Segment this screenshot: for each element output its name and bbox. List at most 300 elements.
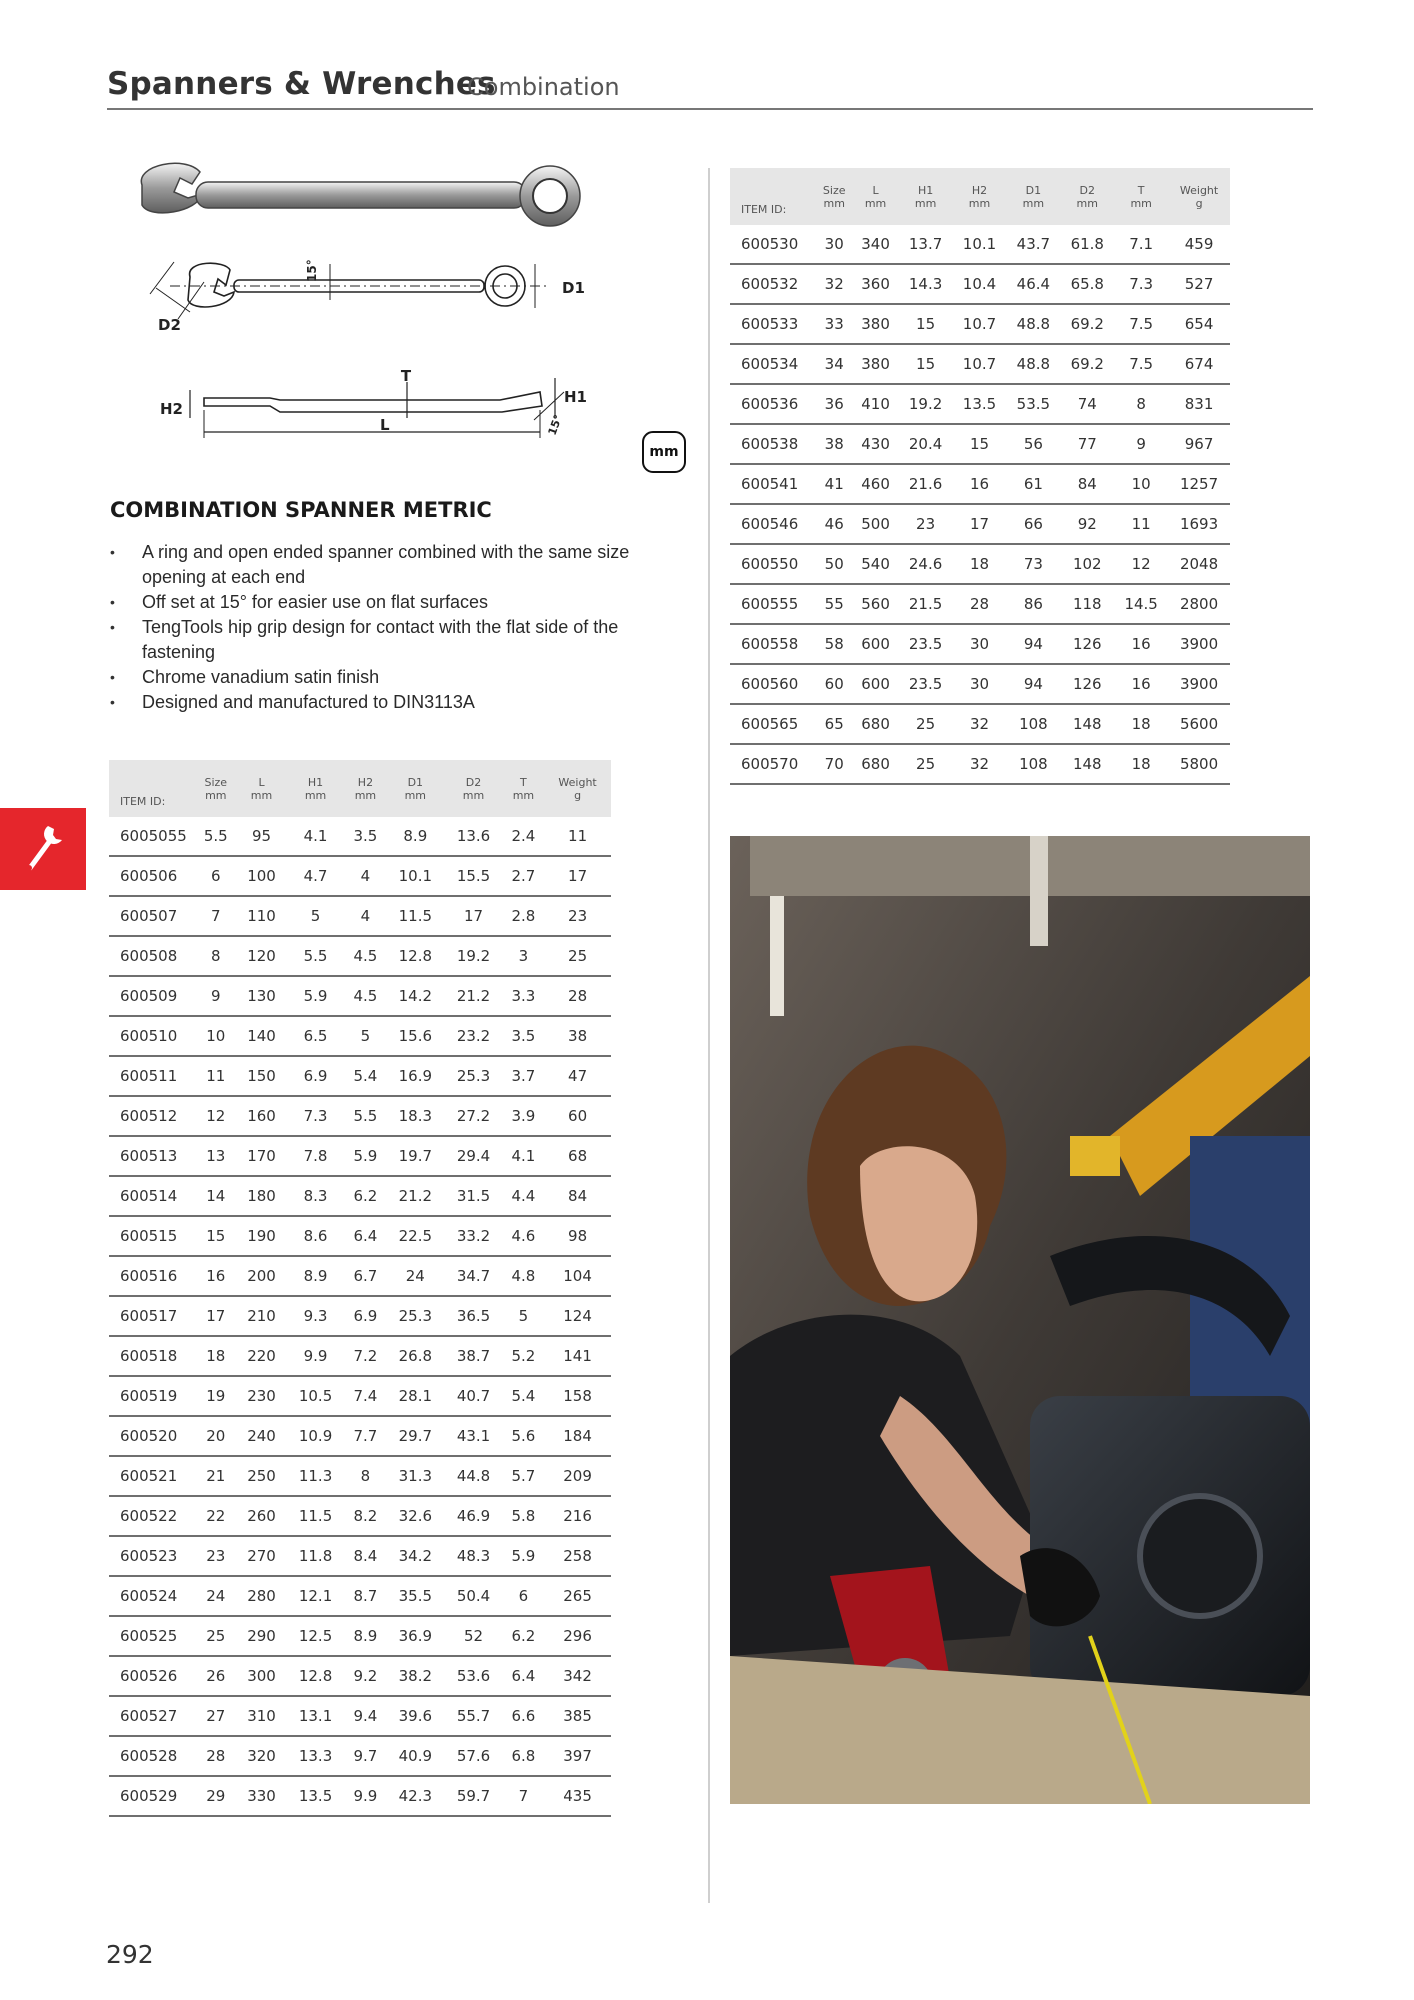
table-cell: 4.7 <box>286 856 344 896</box>
table-cell: 23.2 <box>444 1016 502 1056</box>
table-cell: 330 <box>237 1776 287 1816</box>
column-header-label: Weight <box>1179 183 1219 197</box>
unit-badge: mm <box>642 431 686 473</box>
table-cell: 600 <box>852 664 898 704</box>
table-cell: 11.5 <box>386 896 444 936</box>
table-cell: 250 <box>237 1456 287 1496</box>
page-header <box>107 60 1313 110</box>
feature-item: • TengTools hip grip design for contact with the flat side of the fastening <box>110 615 695 665</box>
item-id-cell: 600521 <box>109 1456 195 1496</box>
table-cell: 12 <box>195 1096 237 1136</box>
table-cell: 12.8 <box>286 1656 344 1696</box>
column-header-label: L <box>872 183 879 197</box>
table-cell: 20 <box>195 1416 237 1456</box>
table-cell: 5600 <box>1168 704 1230 744</box>
table-cell: 55.7 <box>444 1696 502 1736</box>
table-cell: 967 <box>1168 424 1230 464</box>
category-tab[interactable] <box>0 808 86 890</box>
table-row <box>109 1176 611 1216</box>
table-row <box>109 1456 611 1496</box>
table-cell: 46 <box>816 504 852 544</box>
table-cell: 104 <box>544 1256 611 1296</box>
table-cell: 7.5 <box>1114 304 1168 344</box>
table-cell: 25 <box>544 936 611 976</box>
column-header-unit: mm <box>1130 196 1152 210</box>
table-cell: 94 <box>1006 624 1060 664</box>
table-cell: 560 <box>852 584 898 624</box>
table-cell: 59.7 <box>444 1776 502 1816</box>
table-cell: 1257 <box>1168 464 1230 504</box>
table-cell: 7 <box>503 1776 545 1816</box>
table-cell: 18 <box>953 544 1007 584</box>
table-cell: 13.6 <box>444 817 502 856</box>
table-cell: 13 <box>195 1136 237 1176</box>
table-row <box>730 424 1230 464</box>
table-cell: 22 <box>195 1496 237 1536</box>
table-cell: 674 <box>1168 344 1230 384</box>
table-cell: 9 <box>195 976 237 1016</box>
table-cell: 19.7 <box>386 1136 444 1176</box>
table-cell: 92 <box>1060 504 1114 544</box>
table-cell: 24 <box>386 1256 444 1296</box>
table-cell: 42.3 <box>386 1776 444 1816</box>
item-id-cell: 600515 <box>109 1216 195 1256</box>
item-id-cell: 600550 <box>730 544 816 584</box>
table-cell: 102 <box>1060 544 1114 584</box>
column-header-label: Size <box>204 775 228 789</box>
table-cell: 397 <box>544 1736 611 1776</box>
column-header <box>286 760 344 817</box>
table-cell: 118 <box>1060 584 1114 624</box>
table-cell: 7.7 <box>345 1416 387 1456</box>
table-cell: 65.8 <box>1060 264 1114 304</box>
table-cell: 21.2 <box>444 976 502 1016</box>
table-header-row <box>109 760 611 817</box>
table-row <box>109 1496 611 1536</box>
table-cell: 3.3 <box>503 976 545 1016</box>
table-cell: 680 <box>852 744 898 784</box>
spec-table-sizes-5-to-29 <box>109 760 611 1817</box>
table-cell: 342 <box>544 1656 611 1696</box>
table-cell: 31.5 <box>444 1176 502 1216</box>
item-id-cell: 600516 <box>109 1256 195 1296</box>
table-cell: 60 <box>544 1096 611 1136</box>
table-cell: 98 <box>544 1216 611 1256</box>
table-cell: 15 <box>953 424 1007 464</box>
table-cell: 27 <box>195 1696 237 1736</box>
table-cell: 5.7 <box>503 1456 545 1496</box>
table-row <box>109 1296 611 1336</box>
table-cell: 30 <box>953 624 1007 664</box>
table-cell: 46.9 <box>444 1496 502 1536</box>
table-cell: 44.8 <box>444 1456 502 1496</box>
table-cell: 66 <box>1006 504 1060 544</box>
table-cell: 69.2 <box>1060 344 1114 384</box>
table-cell: 148 <box>1060 704 1114 744</box>
table-cell: 61.8 <box>1060 225 1114 264</box>
table-cell: 5.8 <box>503 1496 545 1536</box>
table-cell: 158 <box>544 1376 611 1416</box>
table-cell: 10.1 <box>386 856 444 896</box>
table-cell: 25.3 <box>386 1296 444 1336</box>
item-id-cell: 600512 <box>109 1096 195 1136</box>
feature-list <box>110 540 695 715</box>
column-header-unit: mm <box>250 788 273 802</box>
column-header <box>899 168 953 225</box>
table-cell: 126 <box>1060 664 1114 704</box>
table-cell: 25.3 <box>444 1056 502 1096</box>
table-cell: 43.7 <box>1006 225 1060 264</box>
item-id-cell: 600511 <box>109 1056 195 1096</box>
table-cell: 459 <box>1168 225 1230 264</box>
table-cell: 25 <box>899 744 953 784</box>
table-cell: 11 <box>544 817 611 856</box>
table-cell: 17 <box>953 504 1007 544</box>
table-cell: 9.7 <box>345 1736 387 1776</box>
table-cell: 460 <box>852 464 898 504</box>
table-row <box>109 976 611 1016</box>
table-cell: 7.5 <box>1114 344 1168 384</box>
table-cell: 50.4 <box>444 1576 502 1616</box>
table-cell: 10.1 <box>953 225 1007 264</box>
item-id-cell: 600558 <box>730 624 816 664</box>
table-cell: 430 <box>852 424 898 464</box>
table-cell: 4 <box>345 896 387 936</box>
table-cell: 47 <box>544 1056 611 1096</box>
column-header <box>237 760 287 817</box>
table-cell: 4.5 <box>345 976 387 1016</box>
table-cell: 9 <box>1114 424 1168 464</box>
table-cell: 13.7 <box>899 225 953 264</box>
table-cell: 3.7 <box>503 1056 545 1096</box>
feature-item: • Designed and manufactured to DIN3113A <box>110 690 695 715</box>
table-cell: 6.2 <box>503 1616 545 1656</box>
table-cell: 3.9 <box>503 1096 545 1136</box>
table-cell: 68 <box>544 1136 611 1176</box>
table-cell: 56 <box>1006 424 1060 464</box>
section-title: Spanners & Wrenches <box>107 66 496 102</box>
table-row <box>109 1096 611 1136</box>
table-cell: 6.4 <box>345 1216 387 1256</box>
table-cell: 53.6 <box>444 1656 502 1696</box>
table-row <box>109 1016 611 1056</box>
side-view-drawing <box>190 378 564 438</box>
table-cell: 6 <box>195 856 237 896</box>
table-cell: 258 <box>544 1536 611 1576</box>
table-cell: 280 <box>237 1576 287 1616</box>
table-cell: 6.9 <box>286 1056 344 1096</box>
table-cell: 6.2 <box>345 1176 387 1216</box>
table-cell: 23 <box>899 504 953 544</box>
item-id-cell: 600520 <box>109 1416 195 1456</box>
column-header-unit: mm <box>1022 196 1045 210</box>
table-cell: 4.8 <box>503 1256 545 1296</box>
column-header <box>1114 168 1168 225</box>
table-cell: 60 <box>816 664 852 704</box>
table-cell: 385 <box>544 1696 611 1736</box>
label-d1: D1 <box>562 279 585 297</box>
table-cell: 108 <box>1006 744 1060 784</box>
table-cell: 30 <box>953 664 1007 704</box>
item-id-cell: 600527 <box>109 1696 195 1736</box>
column-header-label: D2 <box>1079 183 1095 197</box>
column-divider <box>708 168 710 1903</box>
item-id-cell: 600534 <box>730 344 816 384</box>
table-cell: 95 <box>237 817 287 856</box>
item-id-cell: 600536 <box>730 384 816 424</box>
table-cell: 77 <box>1060 424 1114 464</box>
label-h1: H1 <box>564 388 587 406</box>
table-cell: 3.5 <box>345 817 387 856</box>
label-h2: H2 <box>160 400 183 418</box>
table-cell: 10 <box>1114 464 1168 504</box>
table-cell: 22.5 <box>386 1216 444 1256</box>
table-cell: 8 <box>345 1456 387 1496</box>
table-cell: 12.5 <box>286 1616 344 1656</box>
column-header-label: H2 <box>357 775 374 789</box>
item-id-cell: 600519 <box>109 1376 195 1416</box>
table-row <box>109 1576 611 1616</box>
table-cell: 26.8 <box>386 1336 444 1376</box>
table-cell: 9.3 <box>286 1296 344 1336</box>
feature-item: • Off set at 15° for easier use on flat surfaces <box>110 590 695 615</box>
wrench-icon <box>18 822 68 876</box>
table-cell: 4.4 <box>503 1176 545 1216</box>
table-cell: 4.1 <box>286 817 344 856</box>
table-cell: 28 <box>953 584 1007 624</box>
item-id-cell: 600510 <box>109 1016 195 1056</box>
table-cell: 40.9 <box>386 1736 444 1776</box>
table-cell: 84 <box>1060 464 1114 504</box>
column-header-unit: mm <box>512 788 535 802</box>
table-cell: 7.2 <box>345 1336 387 1376</box>
table-cell: 230 <box>237 1376 287 1416</box>
table-cell: 23.5 <box>899 664 953 704</box>
table-cell: 57.6 <box>444 1736 502 1776</box>
column-header-unit: mm <box>864 196 887 210</box>
table-cell: 13.1 <box>286 1696 344 1736</box>
table-cell: 148 <box>1060 744 1114 784</box>
table-cell: 435 <box>544 1776 611 1816</box>
table-row <box>730 584 1230 624</box>
section-subtitle: Combination <box>467 73 620 101</box>
table-cell: 48.8 <box>1006 304 1060 344</box>
table-cell: 26 <box>195 1656 237 1696</box>
table-cell: 8.6 <box>286 1216 344 1256</box>
table-cell: 4 <box>345 856 387 896</box>
table-row <box>109 1736 611 1776</box>
item-id-cell: 600514 <box>109 1176 195 1216</box>
table-cell: 8.4 <box>345 1536 387 1576</box>
table-cell: 310 <box>237 1696 287 1736</box>
item-id-cell: 600523 <box>109 1536 195 1576</box>
table-cell: 5.5 <box>345 1096 387 1136</box>
column-header <box>953 168 1007 225</box>
item-id-cell: 600508 <box>109 936 195 976</box>
column-header-unit: g <box>574 788 582 802</box>
column-header-label: D1 <box>407 775 424 789</box>
table-cell: 6.7 <box>345 1256 387 1296</box>
table-cell: 831 <box>1168 384 1230 424</box>
table-cell: 29 <box>195 1776 237 1816</box>
table-row <box>109 856 611 896</box>
column-header <box>816 168 852 225</box>
column-header-unit: mm <box>354 788 377 802</box>
table-row <box>109 1336 611 1376</box>
table-cell: 13.3 <box>286 1736 344 1776</box>
table-cell: 11 <box>195 1056 237 1096</box>
item-id-cell: 6005055 <box>109 817 195 856</box>
table-cell: 7.3 <box>286 1096 344 1136</box>
column-header-unit: mm <box>914 196 937 210</box>
column-header <box>1006 168 1060 225</box>
angle-label-top: 15° <box>305 259 319 282</box>
column-header <box>730 168 816 225</box>
column-header <box>544 760 611 817</box>
table-cell: 2048 <box>1168 544 1230 584</box>
table-cell: 6.8 <box>503 1736 545 1776</box>
table-cell: 540 <box>852 544 898 584</box>
table-cell: 5.2 <box>503 1336 545 1376</box>
table-cell: 170 <box>237 1136 287 1176</box>
table-cell: 10.7 <box>953 344 1007 384</box>
table-cell: 11.8 <box>286 1536 344 1576</box>
table-row <box>730 544 1230 584</box>
table-cell: 3900 <box>1168 664 1230 704</box>
table-row <box>109 1696 611 1736</box>
table-row <box>109 936 611 976</box>
table-cell: 4.6 <box>503 1216 545 1256</box>
table-cell: 39.6 <box>386 1696 444 1736</box>
table-cell: 3900 <box>1168 624 1230 664</box>
table-cell: 320 <box>237 1736 287 1776</box>
item-id-cell: 600507 <box>109 896 195 936</box>
item-id-cell: 600517 <box>109 1296 195 1336</box>
column-header <box>1168 168 1230 225</box>
table-cell: 5.4 <box>345 1056 387 1096</box>
table-cell: 36.5 <box>444 1296 502 1336</box>
table-cell: 58 <box>816 624 852 664</box>
top-view-drawing <box>150 262 550 319</box>
table-row <box>109 1416 611 1456</box>
table-cell: 3 <box>503 936 545 976</box>
table-cell: 6.4 <box>503 1656 545 1696</box>
table-cell: 16 <box>953 464 1007 504</box>
table-cell: 7.4 <box>345 1376 387 1416</box>
table-cell: 94 <box>1006 664 1060 704</box>
spanner-drawing <box>130 160 690 460</box>
table-cell: 5800 <box>1168 744 1230 784</box>
table-cell: 7.1 <box>1114 225 1168 264</box>
table-cell: 16 <box>1114 664 1168 704</box>
table-cell: 43.1 <box>444 1416 502 1456</box>
item-id-cell: 600555 <box>730 584 816 624</box>
table-cell: 124 <box>544 1296 611 1336</box>
column-header-label: ITEM ID: <box>741 203 787 216</box>
table-cell: 74 <box>1060 384 1114 424</box>
table-cell: 5.5 <box>286 936 344 976</box>
table-cell: 73 <box>1006 544 1060 584</box>
column-header-unit: mm <box>1076 196 1098 210</box>
table-row <box>730 384 1230 424</box>
table-cell: 5.9 <box>286 976 344 1016</box>
table-cell: 12.1 <box>286 1576 344 1616</box>
item-id-cell: 600522 <box>109 1496 195 1536</box>
table-row <box>109 1256 611 1296</box>
label-d2: D2 <box>158 316 181 334</box>
table-cell: 500 <box>852 504 898 544</box>
column-header <box>109 760 195 817</box>
table-cell: 100 <box>237 856 287 896</box>
table-cell: 32 <box>953 704 1007 744</box>
column-header-unit: mm <box>968 196 991 210</box>
table-cell: 180 <box>237 1176 287 1216</box>
table-cell: 23.5 <box>899 624 953 664</box>
table-cell: 52 <box>444 1616 502 1656</box>
table-cell: 110 <box>237 896 287 936</box>
table-cell: 48.8 <box>1006 344 1060 384</box>
table-cell: 17 <box>544 856 611 896</box>
table-cell: 10.7 <box>953 304 1007 344</box>
table-cell: 209 <box>544 1456 611 1496</box>
table-cell: 8 <box>195 936 237 976</box>
item-id-cell: 600518 <box>109 1336 195 1376</box>
table-cell: 654 <box>1168 304 1230 344</box>
table-cell: 8.9 <box>386 817 444 856</box>
item-id-cell: 600533 <box>730 304 816 344</box>
column-header-unit: mm <box>205 788 227 802</box>
table-cell: 34.7 <box>444 1256 502 1296</box>
table-cell: 50 <box>816 544 852 584</box>
table-cell: 6 <box>503 1576 545 1616</box>
table-cell: 8.9 <box>345 1616 387 1656</box>
table-cell: 190 <box>237 1216 287 1256</box>
table-cell: 210 <box>237 1296 287 1336</box>
table-cell: 25 <box>899 704 953 744</box>
table-row <box>109 1376 611 1416</box>
table-cell: 4.5 <box>345 936 387 976</box>
table-row <box>109 1776 611 1816</box>
table-cell: 28 <box>195 1736 237 1776</box>
table-cell: 8 <box>1114 384 1168 424</box>
table-cell: 23 <box>544 896 611 936</box>
table-cell: 2.4 <box>503 817 545 856</box>
table-row <box>730 744 1230 784</box>
table-cell: 12.8 <box>386 936 444 976</box>
item-id-cell: 600565 <box>730 704 816 744</box>
table-cell: 28 <box>544 976 611 1016</box>
table-cell: 10.9 <box>286 1416 344 1456</box>
column-header <box>386 760 444 817</box>
table-cell: 36.9 <box>386 1616 444 1656</box>
table-cell: 34 <box>816 344 852 384</box>
table-cell: 24 <box>195 1576 237 1616</box>
product-title: COMBINATION SPANNER METRIC <box>110 498 492 522</box>
table-row <box>109 1056 611 1096</box>
table-cell: 19.2 <box>899 384 953 424</box>
table-cell: 32.6 <box>386 1496 444 1536</box>
page-number: 292 <box>106 1940 154 1969</box>
table-cell: 130 <box>237 976 287 1016</box>
table-cell: 32 <box>816 264 852 304</box>
spec-table-sizes-30-to-70 <box>730 168 1230 785</box>
table-cell: 38.7 <box>444 1336 502 1376</box>
table-cell: 340 <box>852 225 898 264</box>
table-cell: 20.4 <box>899 424 953 464</box>
column-header-unit: mm <box>462 788 485 802</box>
table-cell: 14.3 <box>899 264 953 304</box>
item-id-cell: 600560 <box>730 664 816 704</box>
